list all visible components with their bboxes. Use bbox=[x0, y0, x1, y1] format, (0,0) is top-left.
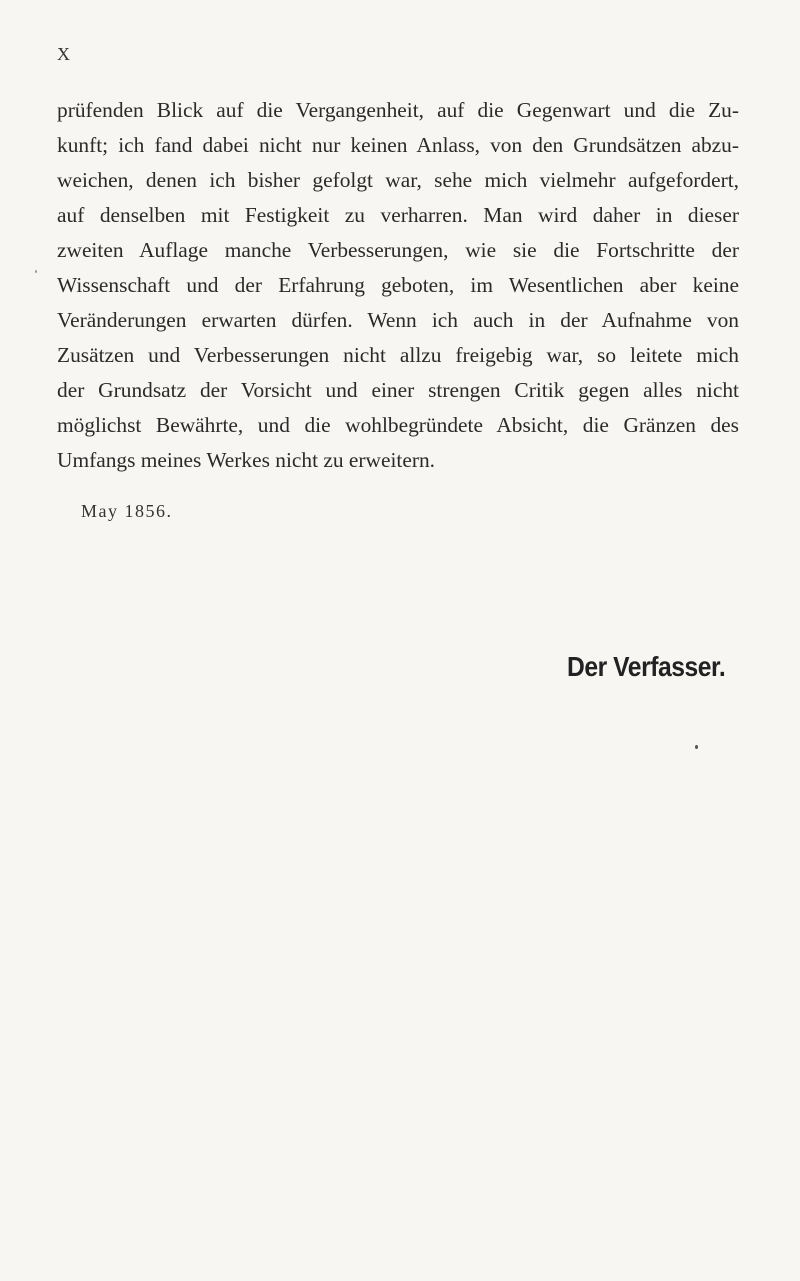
preface-paragraph bbox=[57, 93, 739, 478]
text-line: zweiten Auflage manche Verbesserungen, wie sie die Fortschritte der bbox=[57, 238, 739, 262]
text-line: prüfenden Blick auf die Vergangenheit, auf die Gegenwart und die Zu- bbox=[57, 98, 739, 122]
text-line: auf denselben mit Festigkeit zu verharren. Man wird daher in dieser bbox=[57, 203, 739, 227]
date-line: May 1856. bbox=[81, 501, 173, 521]
text-line: Zusätzen und Verbesserungen nicht allzu freigebig war, so leitete mich bbox=[57, 343, 739, 367]
text-line: weichen, denen ich bisher gefolgt war, sehe mich vielmehr aufgefordert, bbox=[57, 168, 739, 192]
text-line: Wissenschaft und der Erfahrung geboten, im Wesentlichen aber keine bbox=[57, 273, 739, 297]
text-line: Veränderungen erwarten dürfen. Wenn ich auch in der Aufnahme von bbox=[57, 308, 739, 332]
scan-speck bbox=[35, 270, 37, 273]
text-line: der Grundsatz der Vorsicht und einer strengen Critik gegen alles nicht bbox=[57, 378, 739, 402]
signature: Der Verfasser. bbox=[567, 651, 726, 682]
text-line: möglichst Bewährte, und die wohlbegründete Absicht, die Gränzen des bbox=[57, 413, 739, 437]
text-line: kunft; ich fand dabei nicht nur keinen Anlass, von den Grundsätzen abzu- bbox=[57, 133, 739, 157]
text-line: Umfangs meines Werkes nicht zu erweitern. bbox=[57, 448, 436, 472]
page-number: X bbox=[57, 44, 70, 64]
scan-speck bbox=[695, 745, 698, 749]
